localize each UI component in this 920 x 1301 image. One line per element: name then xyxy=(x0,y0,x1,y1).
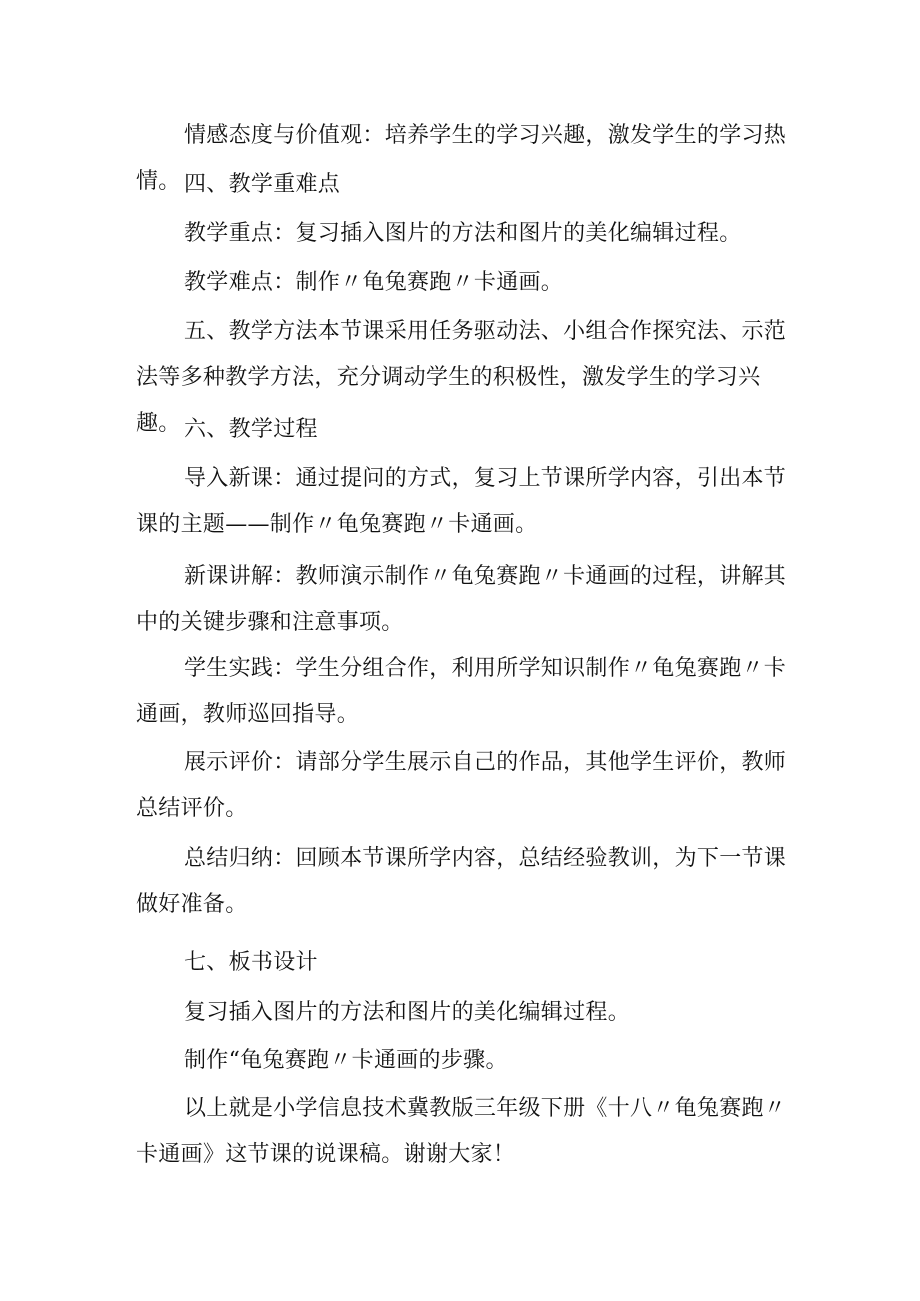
paragraph-board-item-1: 复习插入图片的方法和图片的美化编辑过程。 xyxy=(184,1000,631,1025)
paragraph-student-practice: 学生实践：学生分组合作，利用所学知识制作〃龟兔赛跑〃卡通画，教师巡回指导。 xyxy=(136,656,787,727)
paragraph-closing: 以上就是小学信息技术冀教版三年级下册《十八〃龟兔赛跑〃卡通画》这节课的说课稿。谢谢大家！ xyxy=(136,1096,787,1167)
paragraph-summary: 总结归纳：回顾本节课所学内容，总结经验教训，为下一节课做好准备。 xyxy=(136,846,787,917)
paragraph-lead-in: 导入新课：通过提问的方式，复习上节课所学内容，引出本节课的主题——制作〃龟兔赛跑〃卡通画。 xyxy=(136,466,787,537)
paragraph-teaching-focus: 教学重点：复习插入图片的方法和图片的美化编辑过程。 xyxy=(184,221,742,246)
heading-blackboard-design: 七、板书设计 xyxy=(184,950,318,975)
paragraph-teaching-methods: 五、教学方法本节课采用任务驱动法、小组合作探究法、示范法等多种教学方法，充分调动学生的积极性，激发学生的学习兴趣。 xyxy=(136,319,787,436)
paragraph-teaching-difficulty: 教学难点：制作〃龟兔赛跑〃卡通画。 xyxy=(184,270,564,295)
paragraph-presentation-evaluation: 展示评价：请部分学生展示自己的作品，其他学生评价，教师总结评价。 xyxy=(136,750,787,821)
paragraph-new-lesson: 新课讲解：教师演示制作〃龟兔赛跑〃卡通画的过程，讲解其中的关键步骤和注意事项。 xyxy=(136,564,787,635)
paragraph-emotional-attitude: 情感态度与价值观：培养学生的学习兴趣，激发学生的学习热情。 xyxy=(136,123,787,194)
heading-teaching-process: 六、教学过程 xyxy=(184,417,318,442)
heading-teaching-key-difficult: 四、教学重难点 xyxy=(184,172,341,197)
paragraph-board-item-2: 制作“龟兔赛跑〃卡通画的步骤。 xyxy=(184,1048,508,1073)
